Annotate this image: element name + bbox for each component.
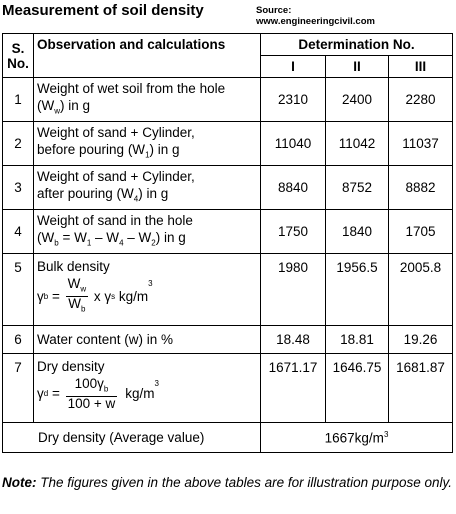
fraction-numerator bbox=[66, 277, 89, 297]
row-line1: Bulk density bbox=[37, 259, 110, 274]
fraction-denominator bbox=[66, 297, 89, 316]
row-value-1: 1671.17 bbox=[261, 354, 326, 423]
header-sno bbox=[3, 34, 34, 78]
f-sub-1: 1 bbox=[86, 238, 92, 248]
row-line2 bbox=[37, 141, 257, 164]
row-value-3: 1681.87 bbox=[389, 354, 453, 423]
fraction-denominator: 100 + w bbox=[67, 395, 116, 411]
row-value-1: 11040 bbox=[261, 122, 326, 166]
row-value-3: 2280 bbox=[389, 78, 453, 122]
average-value: 1667kg/m bbox=[324, 430, 384, 446]
source-credit bbox=[256, 5, 375, 27]
row-sno: 1 bbox=[3, 78, 34, 122]
row-value-1: 18.48 bbox=[261, 326, 326, 354]
row-line2-post: ) in g bbox=[60, 97, 91, 113]
table-row bbox=[3, 210, 453, 254]
table-row bbox=[3, 78, 453, 122]
row-value-2: 1840 bbox=[326, 210, 389, 254]
num-text: 100γ bbox=[74, 376, 104, 391]
row-line1: Weight of wet soil from the hole bbox=[37, 80, 226, 96]
row-observation bbox=[34, 122, 261, 166]
row-value-3: 1705 bbox=[389, 210, 453, 254]
header-row-1 bbox=[3, 34, 453, 56]
source-label: Source: bbox=[256, 5, 292, 16]
row-value-1: 1750 bbox=[261, 210, 326, 254]
row-sno: 6 bbox=[3, 326, 34, 354]
row-value-3: 8882 bbox=[389, 166, 453, 210]
row-sno: 3 bbox=[3, 166, 34, 210]
table-row bbox=[3, 254, 453, 326]
num-sub: b bbox=[103, 384, 109, 394]
row-line2-sub: 1 bbox=[145, 150, 150, 160]
row-line2-sub: w bbox=[54, 106, 61, 116]
dry-fraction bbox=[66, 377, 118, 410]
den-sub: b bbox=[81, 304, 86, 314]
row-line1: Weight of sand + Cylinder, bbox=[37, 124, 195, 140]
header-observation: Observation and calculations bbox=[34, 34, 261, 78]
row-line2-formula bbox=[37, 229, 257, 252]
f-post: ) in g bbox=[155, 229, 186, 245]
gamma-symbol: γ bbox=[37, 288, 44, 304]
dry-density-formula bbox=[37, 377, 257, 410]
row-observation bbox=[34, 354, 261, 423]
gamma-sub-b: b bbox=[43, 291, 49, 301]
average-exp: 3 bbox=[383, 429, 389, 439]
header-sno-top: S. bbox=[11, 40, 25, 56]
header-det-1: I bbox=[261, 56, 326, 78]
row-value-2: 8752 bbox=[326, 166, 389, 210]
row-value-3: 19.26 bbox=[389, 326, 453, 354]
row-value-2: 2400 bbox=[326, 78, 389, 122]
num-sub: w bbox=[80, 284, 87, 294]
row-line2-sub: 4 bbox=[133, 194, 139, 204]
f-sub-2: 2 bbox=[151, 238, 156, 248]
unit-text: kg/m bbox=[115, 288, 149, 304]
den-text: W bbox=[68, 295, 81, 311]
gamma-sub-d: d bbox=[43, 388, 49, 398]
row-line1: Weight of sand in the hole bbox=[37, 212, 193, 228]
row-line1: Dry density bbox=[37, 359, 105, 374]
f-sub-b: b bbox=[54, 238, 59, 248]
header-sno-bottom: No. bbox=[7, 55, 29, 71]
header-determination: Determination No. bbox=[261, 34, 453, 56]
row-line2 bbox=[37, 185, 257, 208]
bulk-density-formula bbox=[37, 277, 257, 315]
row-line2-pre: before pouring (W bbox=[37, 141, 146, 157]
footnote bbox=[2, 474, 452, 491]
page-header bbox=[0, 0, 456, 32]
f-minus-1: – W bbox=[91, 229, 120, 245]
header-det-2: II bbox=[326, 56, 389, 78]
num-text: W bbox=[67, 276, 81, 291]
gamma-sub-s: s bbox=[111, 291, 116, 301]
f-minus-2: – W bbox=[123, 229, 152, 245]
note-text: The figures given in the above tables are for illustration purpose only. bbox=[36, 475, 452, 490]
row-line2-pre: (W bbox=[37, 97, 55, 113]
unit-exp: 3 bbox=[154, 379, 159, 388]
row-observation bbox=[34, 166, 261, 210]
note-label: Note: bbox=[2, 475, 37, 490]
gamma-symbol: γ bbox=[37, 385, 44, 401]
f-eq: = W bbox=[58, 229, 87, 245]
equals-sign: = bbox=[48, 385, 64, 401]
row-sno: 2 bbox=[3, 122, 34, 166]
row-value-2: 1956.5 bbox=[326, 254, 389, 326]
row-observation bbox=[34, 254, 261, 326]
equals-sign: = bbox=[48, 288, 64, 304]
row-sno: 4 bbox=[3, 210, 34, 254]
table-row bbox=[3, 166, 453, 210]
row-value-1: 8840 bbox=[261, 166, 326, 210]
row-observation bbox=[34, 210, 261, 254]
average-value-cell bbox=[261, 423, 453, 453]
row-value-2: 18.81 bbox=[326, 326, 389, 354]
times-gamma: x γ bbox=[90, 288, 112, 304]
bulk-fraction bbox=[66, 277, 89, 315]
row-line2-post: ) in g bbox=[138, 185, 169, 201]
source-url: www.engineeringcivil.com bbox=[256, 16, 375, 27]
row-sno: 7 bbox=[3, 354, 34, 423]
row-observation: Water content (w) in % bbox=[34, 326, 261, 354]
row-value-3: 11037 bbox=[389, 122, 453, 166]
soil-density-table bbox=[2, 33, 453, 453]
row-line2-post: ) in g bbox=[149, 141, 180, 157]
row-sno: 5 bbox=[3, 254, 34, 326]
unit-exp: 3 bbox=[148, 279, 153, 288]
page-title: Measurement of soil density bbox=[2, 2, 204, 19]
table-row bbox=[3, 122, 453, 166]
f-sub-4: 4 bbox=[119, 238, 124, 248]
row-value-2: 1646.75 bbox=[326, 354, 389, 423]
unit-text: kg/m bbox=[125, 385, 155, 401]
average-row bbox=[3, 423, 453, 453]
row-line1: Weight of sand + Cylinder, bbox=[37, 168, 195, 184]
row-value-1: 1980 bbox=[261, 254, 326, 326]
row-value-3: 2005.8 bbox=[389, 254, 453, 326]
row-observation bbox=[34, 78, 261, 122]
f-pre: (W bbox=[37, 229, 55, 245]
row-value-2: 11042 bbox=[326, 122, 389, 166]
row-line2 bbox=[37, 97, 257, 120]
header-det-3: III bbox=[389, 56, 453, 78]
fraction-numerator bbox=[66, 377, 118, 397]
row-value-1: 2310 bbox=[261, 78, 326, 122]
row-line2-pre: after pouring (W bbox=[37, 185, 134, 201]
table-row bbox=[3, 354, 453, 423]
table-row bbox=[3, 326, 453, 354]
average-label: Dry density (Average value) bbox=[3, 423, 261, 453]
